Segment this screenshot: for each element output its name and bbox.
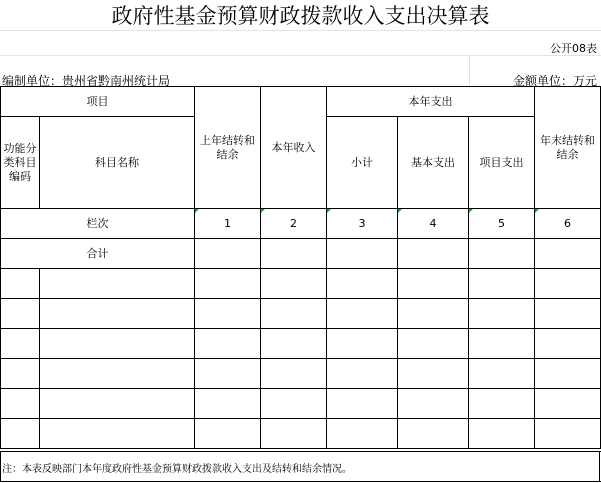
- column-number-row: [1, 209, 601, 239]
- cell[interactable]: [1, 419, 40, 449]
- cell[interactable]: [195, 419, 261, 449]
- column-row-label[interactable]: 栏次: [1, 209, 195, 239]
- page-title: 政府性基金预算财政拨款收入支出决算表: [111, 4, 490, 28]
- comment-marker-icon: [261, 209, 265, 213]
- cell[interactable]: [261, 269, 327, 299]
- cell[interactable]: [40, 329, 195, 359]
- header-subtotal[interactable]: 小计: [327, 117, 398, 209]
- footnote: 注：本表反映部门本年度政府性基金预算财政拨款收入支出及结转和结余情况。: [2, 464, 352, 475]
- cell[interactable]: [535, 269, 601, 299]
- comment-marker-icon: [535, 209, 539, 213]
- cell[interactable]: [1, 299, 40, 329]
- cell[interactable]: [40, 359, 195, 389]
- cell[interactable]: [469, 329, 535, 359]
- cell[interactable]: [327, 389, 398, 419]
- header-project[interactable]: 项目支出: [469, 117, 535, 209]
- cell[interactable]: [327, 269, 398, 299]
- header-income[interactable]: 本年收入: [261, 87, 327, 209]
- table-row: [1, 389, 601, 419]
- cell[interactable]: [1, 329, 40, 359]
- table-row: [1, 359, 601, 389]
- cell[interactable]: [327, 419, 398, 449]
- cell[interactable]: [398, 239, 469, 269]
- cell[interactable]: [40, 419, 195, 449]
- cell[interactable]: [398, 269, 469, 299]
- cell[interactable]: [261, 299, 327, 329]
- cell[interactable]: [535, 329, 601, 359]
- cell[interactable]: [398, 359, 469, 389]
- cell[interactable]: [327, 299, 398, 329]
- divider: [0, 481, 601, 482]
- gridline: [0, 30, 601, 31]
- cell[interactable]: [535, 299, 601, 329]
- cell[interactable]: [195, 299, 261, 329]
- comment-marker-icon: [469, 209, 473, 213]
- comment-marker-icon: [327, 209, 331, 213]
- cell[interactable]: [535, 239, 601, 269]
- cell[interactable]: [469, 269, 535, 299]
- cell[interactable]: [195, 209, 261, 239]
- total-label[interactable]: 合计: [1, 239, 195, 269]
- cell[interactable]: [398, 419, 469, 449]
- cell[interactable]: [327, 209, 398, 239]
- cell[interactable]: [327, 359, 398, 389]
- cell[interactable]: [469, 299, 535, 329]
- cell[interactable]: [261, 419, 327, 449]
- cell[interactable]: [469, 389, 535, 419]
- column-number: 2: [290, 216, 297, 230]
- cell[interactable]: [1, 269, 40, 299]
- cell[interactable]: [535, 419, 601, 449]
- column-number: 3: [358, 216, 366, 230]
- comment-marker-icon: [195, 209, 199, 213]
- header-func-code[interactable]: 功能分类科目编码: [1, 117, 40, 209]
- cell[interactable]: [469, 419, 535, 449]
- header-end-balance[interactable]: 年末结转和结余: [535, 87, 601, 209]
- cell[interactable]: [261, 389, 327, 419]
- header-expense-group[interactable]: 本年支出: [327, 87, 535, 117]
- cell[interactable]: [195, 269, 261, 299]
- cell[interactable]: [195, 389, 261, 419]
- cell[interactable]: [535, 359, 601, 389]
- amount-unit: 金额单位：万元: [512, 74, 597, 88]
- cell[interactable]: [40, 269, 195, 299]
- cell[interactable]: [261, 359, 327, 389]
- cell[interactable]: [40, 299, 195, 329]
- header-subject-name[interactable]: 科目名称: [40, 117, 195, 209]
- cell[interactable]: [469, 239, 535, 269]
- cell[interactable]: [1, 389, 40, 419]
- divider: [599, 451, 600, 482]
- column-number: 4: [429, 216, 437, 230]
- gridline: [469, 55, 470, 86]
- cell[interactable]: [535, 389, 601, 419]
- cell[interactable]: [469, 209, 535, 239]
- cell[interactable]: [261, 329, 327, 359]
- cell[interactable]: [1, 359, 40, 389]
- header-item[interactable]: 项目: [1, 87, 195, 117]
- table-row: [1, 329, 601, 359]
- reporting-unit: 编制单位：贵州省黔南州统计局: [2, 74, 171, 88]
- cell[interactable]: [195, 359, 261, 389]
- cell[interactable]: [535, 209, 601, 239]
- header-basic[interactable]: 基本支出: [398, 117, 469, 209]
- cell[interactable]: [261, 239, 327, 269]
- gridline: [0, 55, 601, 56]
- cell[interactable]: [195, 329, 261, 359]
- table-row: [1, 419, 601, 449]
- cell[interactable]: [398, 209, 469, 239]
- budget-table: [0, 86, 601, 449]
- column-number: 1: [224, 216, 231, 230]
- divider: [0, 451, 601, 452]
- column-number: 6: [564, 216, 571, 230]
- cell[interactable]: [398, 299, 469, 329]
- form-number: 公开08表: [550, 42, 597, 55]
- cell[interactable]: [327, 329, 398, 359]
- comment-marker-icon: [398, 209, 402, 213]
- column-number: 5: [498, 216, 505, 230]
- cell[interactable]: [195, 239, 261, 269]
- cell[interactable]: [469, 359, 535, 389]
- total-row: [1, 239, 601, 269]
- cell[interactable]: [398, 329, 469, 359]
- cell[interactable]: [261, 209, 327, 239]
- table-row: [1, 269, 601, 299]
- divider: [0, 451, 1, 482]
- header-prev-balance[interactable]: 上年结转和结余: [195, 87, 261, 209]
- cell[interactable]: [327, 239, 398, 269]
- table-row: [1, 299, 601, 329]
- cell[interactable]: [398, 389, 469, 419]
- cell[interactable]: [40, 389, 195, 419]
